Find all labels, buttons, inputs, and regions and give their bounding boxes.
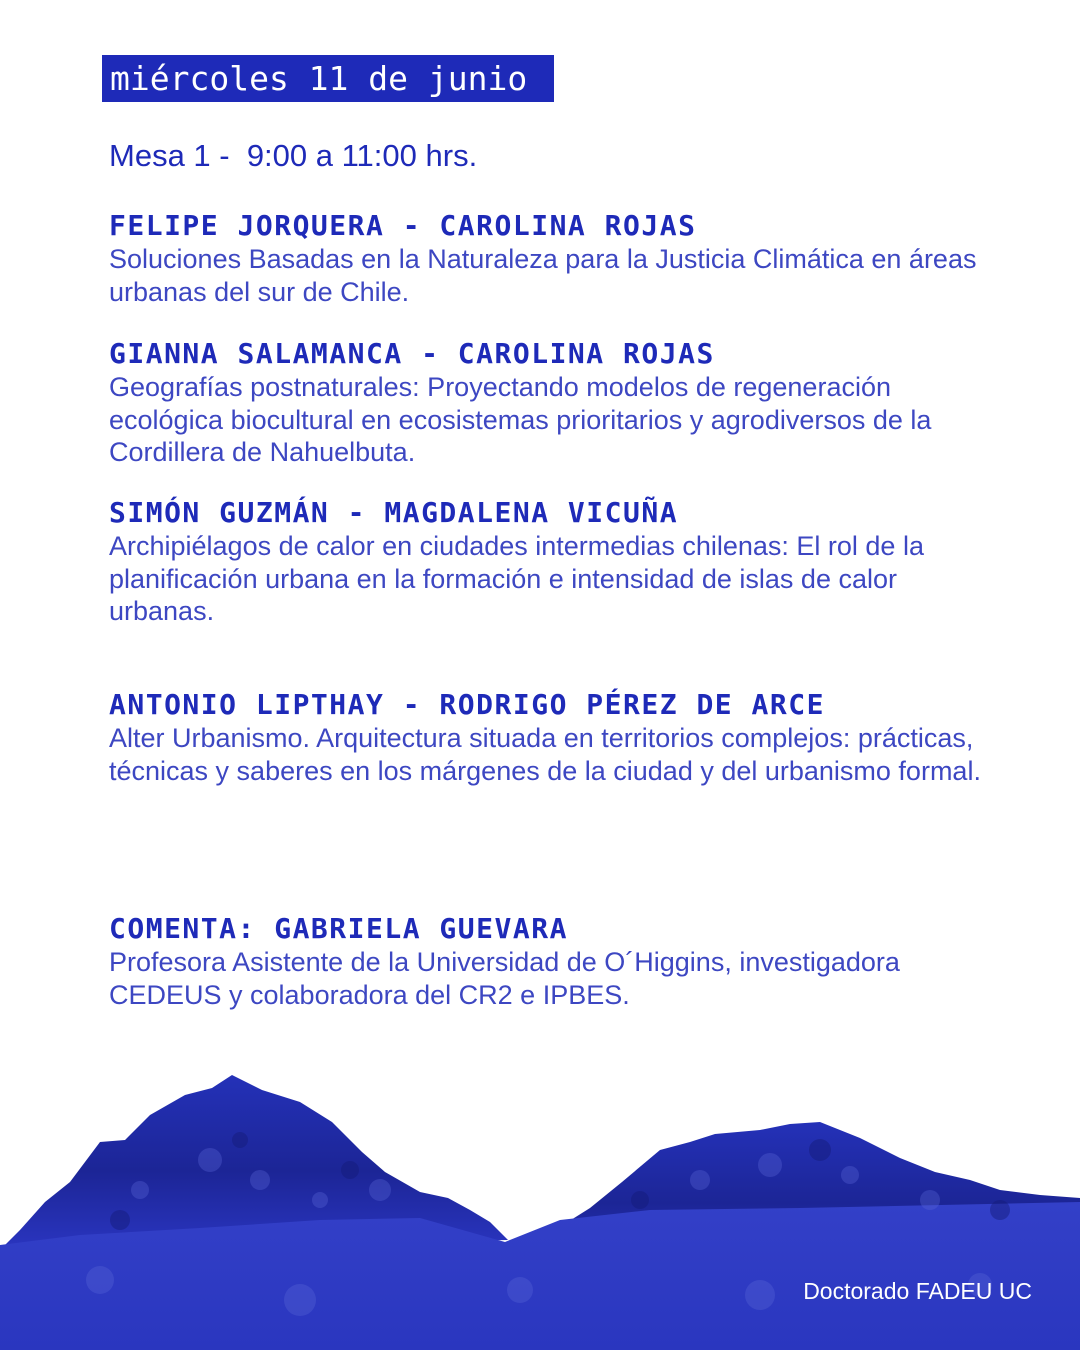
presentation-title: Soluciones Basadas en la Naturaleza para la Justicia Climática en áreas urbanas del sur de Chile. (109, 244, 977, 307)
presentation-title: Alter Urbanismo. Arquitectura situada en territorios complejos: prácticas, técnicas y saberes en los márgenes de la ciudad y del urbanismo formal. (109, 723, 981, 786)
commentator-entry (109, 912, 1009, 1011)
mountain-landscape-image (0, 1070, 1080, 1350)
presentation-entry (109, 496, 1009, 628)
presenter-names: FELIPE JORQUERA - CAROLINA ROJAS (109, 209, 697, 242)
session-title: Mesa 1 - 9:00 a 11:00 hrs. (109, 138, 478, 173)
commentator-name: COMENTA: GABRIELA GUEVARA (109, 912, 568, 945)
presentation-entry (109, 688, 1009, 787)
date-badge: miércoles 11 de junio (102, 55, 554, 102)
presentation-entry (109, 337, 1009, 469)
presenter-names: SIMÓN GUZMÁN - MAGDALENA VICUÑA (109, 496, 679, 529)
footer-credit: Doctorado FADEU UC (803, 1278, 1032, 1304)
commentator-bio: Profesora Asistente de la Universidad de O´Higgins, investigadora CEDEUS y colaboradora del CR2 e IPBES. (109, 947, 900, 1010)
presentation-title: Geografías postnaturales: Proyectando modelos de regeneración ecológica biocultural en ecosistemas prioritarios y agrodiversos de la Cordillera de Nahuelbuta. (109, 372, 932, 467)
presentation-title: Archipiélagos de calor en ciudades intermedias chilenas: El rol de la planificación urbana en la formación e intensidad de islas de calor urbanas. (109, 531, 924, 626)
presenter-names: ANTONIO LIPTHAY - RODRIGO PÉREZ DE ARCE (109, 688, 825, 721)
presenter-names: GIANNA SALAMANCA - CAROLINA ROJAS (109, 337, 715, 370)
presentation-entry (109, 209, 1009, 308)
